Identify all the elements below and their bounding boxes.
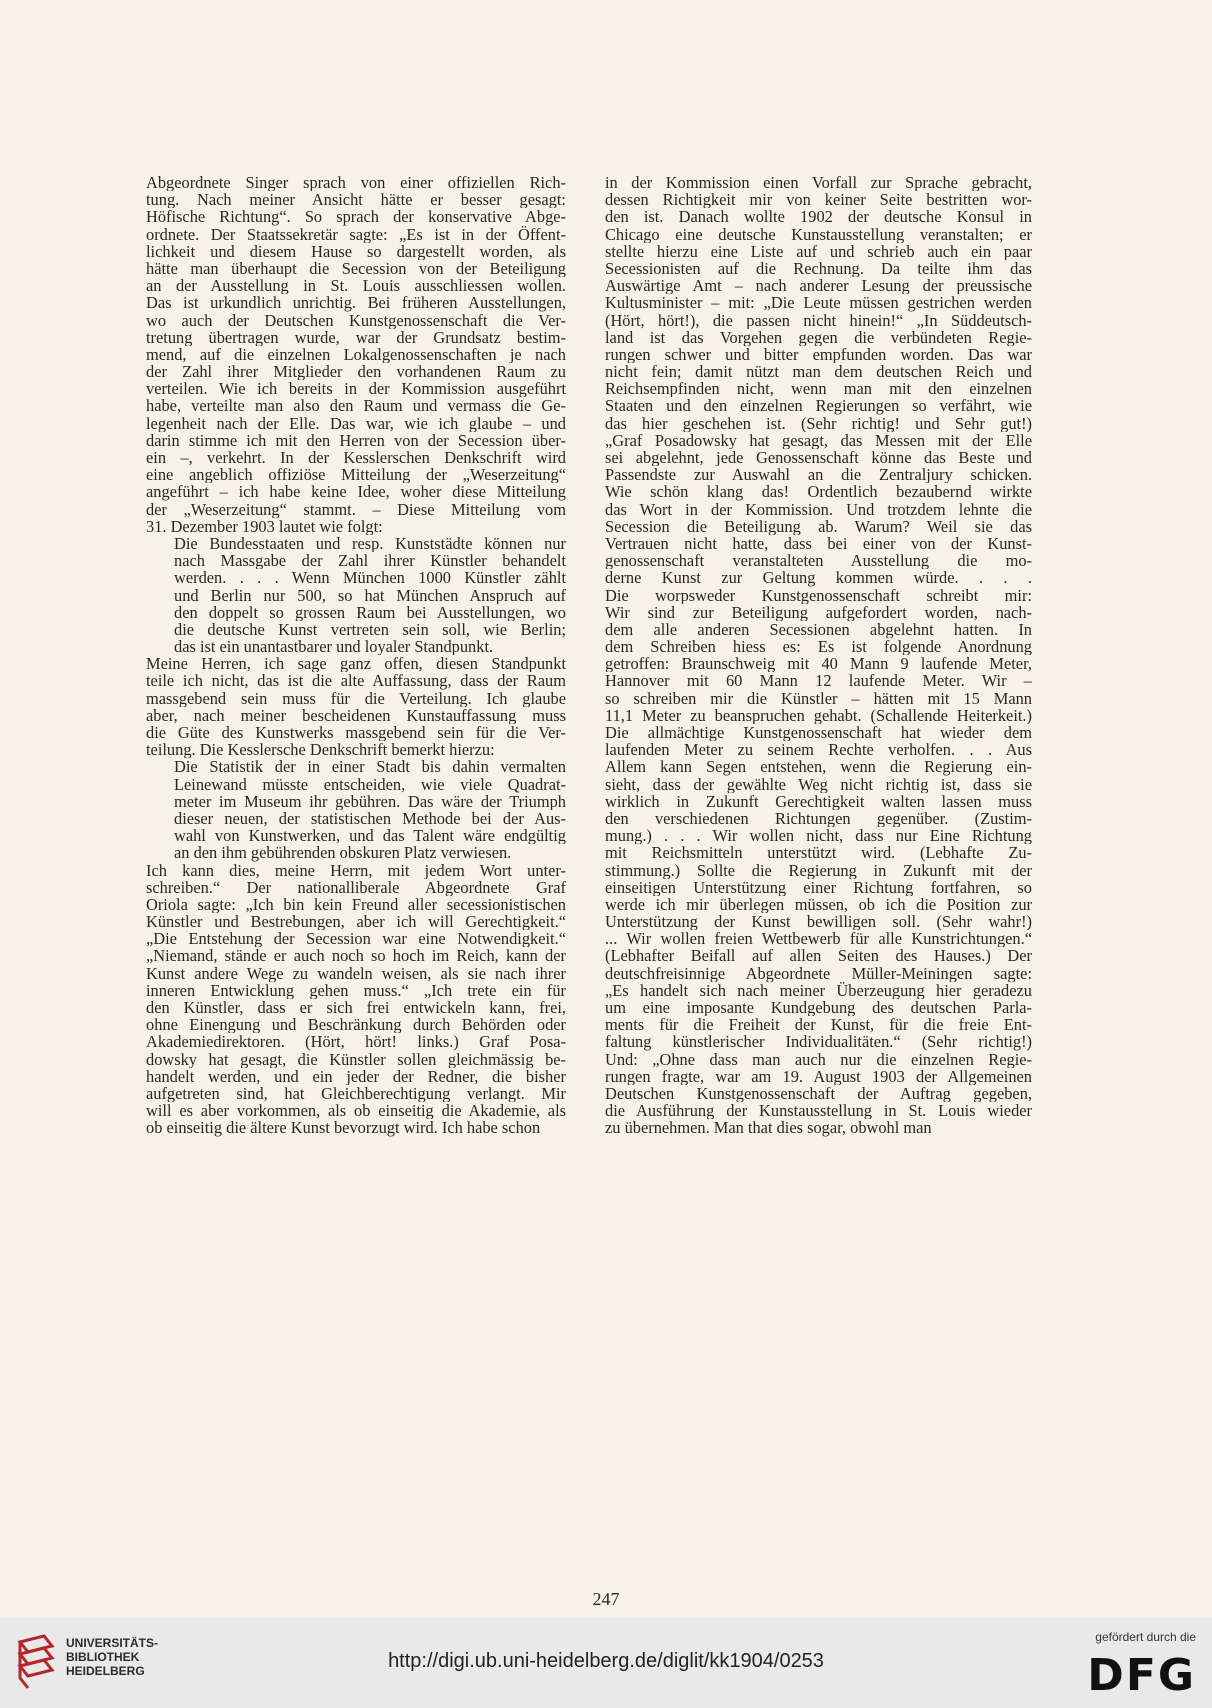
text-line: in der Kommission einen Vorfall zur Sprache gebracht, xyxy=(605,174,1032,192)
text-line: Oriola sagte: „Ich bin kein Freund aller secessionistischen xyxy=(146,895,566,914)
text-line: wo auch der Deutschen Kunstgenossenschaft die Ver- xyxy=(146,311,566,329)
text-line: Die allmächtige Kunstgenossenschaft hat wieder dem xyxy=(605,724,1032,742)
text-line: werde ich mir überlegen müssen, ob ich die Position zur xyxy=(605,895,1032,914)
text-line: hätte man überhaupt die Secession von der Beteiligung xyxy=(146,259,566,278)
text-line: an den ihm gebührenden obskuren Platz verwiesen. xyxy=(174,844,512,862)
text-line: Secessionisten auf die Rechnung. Da teilte ihm das xyxy=(605,259,1032,278)
text-line: lichkeit und diesem Hause so dargestellt worden, als xyxy=(146,242,566,260)
text-line: der „Weserzeitung“ stammt. – Diese Mitteilung vom xyxy=(146,500,566,518)
dfg-logo: DFG xyxy=(1087,1650,1196,1701)
text-line: genossenschaft veranstalteten Ausstellung die mo- xyxy=(605,552,1032,570)
text-line: (Lebhafter Beifall auf allen Seiten des Hauses.) Der xyxy=(605,947,1032,965)
text-line: aufgetreten sind, hat Gleichberechtigung verlangt. Mir xyxy=(146,1084,566,1103)
text-line: getroffen: Braunschweig mit 40 Mann 9 laufende Meter, xyxy=(605,655,1032,673)
text-line: dem alle anderen Secessionen abgelehnt hatten. In xyxy=(605,620,1032,639)
text-line: tretung übertragen wurde, war der Grundsatz bestim- xyxy=(146,328,566,346)
text-line: das hier geschehen ist. (Sehr richtig! und Sehr gut!) xyxy=(605,414,1032,432)
text-line: wahl von Kunstwerken, und das Talent wäre endgültig xyxy=(174,827,566,845)
text-line: und Berlin nur 500, so hat München Anspruch auf xyxy=(174,586,566,604)
text-line: um eine imposante Kundgebung des deutschen Parla- xyxy=(605,999,1032,1017)
text-line: tung. Nach meiner Ansicht hätte er besser gesagt: xyxy=(146,191,566,209)
text-line: ments für die Freiheit der Kunst, für die freie Ent- xyxy=(605,1016,1032,1034)
text-line: teile ich nicht, das ist die alte Auffassung, dass der Raum xyxy=(146,672,566,690)
text-line: 11,1 Meter zu beanspruchen gehabt. (Schallende Heiterkeit.) xyxy=(605,706,1032,724)
text-line: massgebend sein muss für die Verteilung. Ich glaube xyxy=(146,689,566,707)
text-line: Unterstützung der Kunst bewilligen soll. (Sehr wahr!) xyxy=(605,913,1032,931)
text-line: „Graf Posadowsky hat gesagt, das Messen mit der Elle xyxy=(605,431,1032,449)
text-line: eine angeblich offiziöse Mitteilung der „Weserzeitung“ xyxy=(146,466,566,484)
text-line: mit Reichsmitteln unterstützt wird. (Lebhafte Zu- xyxy=(605,844,1032,862)
text-line: Höfische Richtung“. So sprach der konservative Abge- xyxy=(146,208,566,226)
text-line: (Hört, hört!), die passen nicht hinein!“ „In Süddeutsch- xyxy=(605,311,1032,329)
text-line: legenheit nach der Elle. Das war, wie ich glaube – und xyxy=(146,414,566,432)
text-line: dieser neuen, der statistischen Methode bei der Aus- xyxy=(174,809,566,828)
text-line: so schreiben mir die Künstler – hätten mit 15 Mann xyxy=(605,689,1032,707)
text-line: rungen schwer und bitter empfunden worden. Das war xyxy=(605,345,1032,364)
text-line: Deutschen Kunstgenossenschaft der Auftrag gegeben, xyxy=(605,1084,1032,1103)
text-line: Wie schön klang das! Ordentlich bezaubernd wirkte xyxy=(605,483,1032,501)
text-line: Abgeordnete Singer sprach von einer offiziellen Rich- xyxy=(146,174,566,192)
text-line: dem Schreiben hiess es: Es ist folgende Anordnung xyxy=(605,638,1032,656)
text-line: den doppelt so grossen Raum bei Ausstellungen, wo xyxy=(174,603,566,621)
text-line: derne Kunst zur Geltung kommen würde. . . . xyxy=(605,569,1032,587)
library-name-line-2: BIBLIOTHEK xyxy=(66,1650,140,1664)
text-line: werden. . . . Wenn München 1000 Künstler zählt xyxy=(174,569,566,587)
text-line: laufenden Meter zu seinem Rechte verholfen. . . Aus xyxy=(605,741,1032,759)
text-line: Das ist urkundlich unrichtig. Bei früheren Ausstellungen, xyxy=(146,294,566,312)
text-line: sei abgelehnt, jede Genossenschaft könne das Beste und xyxy=(605,449,1032,467)
text-line: Meine Herren, ich sage ganz offen, diesen Standpunkt xyxy=(146,655,566,673)
text-line: angeführt – ich habe keine Idee, woher diese Mitteilung xyxy=(146,483,566,501)
left-text-column xyxy=(146,174,566,1137)
text-line: den Künstler, dass er sich frei entwickeln kann, frei, xyxy=(146,999,566,1017)
text-line: deutschfreisinnige Abgeordnete Müller-Meiningen sagte: xyxy=(605,964,1032,982)
text-line: Die Bundesstaaten und resp. Kunststädte können nur xyxy=(174,534,566,553)
text-line: ein –, verkehrt. In der Kesslerschen Denkschrift wird xyxy=(146,449,566,467)
text-line: rungen fragte, war am 19. August 1903 der Allgemeinen xyxy=(605,1067,1032,1085)
page-number: 247 xyxy=(592,1589,620,1609)
text-line: dowsky hat gesagt, die Künstler sollen gleichmässig be- xyxy=(146,1050,566,1068)
text-line: verteilen. Wie ich bereits in der Kommission ausgeführt xyxy=(146,380,566,398)
text-line: land ist das Vorgehen gegen die verbündeten Regie- xyxy=(605,328,1032,346)
text-line: nicht fein; damit nützt man dem deutschen Reich und xyxy=(605,363,1032,381)
text-line: ordnete. Der Staatssekretär sagte: „Es ist in der Öffent- xyxy=(146,225,566,243)
text-line: stimmung.) Sollte die Regierung in Zukunft mit der xyxy=(605,861,1032,879)
text-line: Staaten und den einzelnen Regierungen so verfährt, wie xyxy=(605,397,1032,415)
text-line: sieht, dass der gewählte Weg nicht richtig ist, dass sie xyxy=(605,775,1032,793)
text-line: schreiben.“ Der nationalliberale Abgeordnete Graf xyxy=(146,878,566,896)
text-line: an der Ausstellung in St. Louis ausschliessen wollen. xyxy=(146,277,566,295)
text-line: das Wort in der Kommission. Und trotzdem lehnte die xyxy=(605,500,1032,518)
text-line: 31. Dezember 1903 lautet wie folgt: xyxy=(146,517,383,535)
text-line: Kunst andere Wege zu wandeln weisen, als sie nach ihrer xyxy=(146,964,566,982)
text-line: Und: „Ohne dass man auch nur die einzelnen Regie- xyxy=(605,1050,1032,1068)
text-line: wirklich in Zukunft Gerechtigkeit walten lassen muss xyxy=(605,792,1032,810)
text-line: Chicago eine deutsche Kunstausstellung veranstalten; er xyxy=(605,225,1032,243)
text-line: Die Statistik der in einer Stadt bis dahin vermalten xyxy=(174,758,566,776)
text-line: Reichsempfinden nicht, wenn man mit den einzelnen xyxy=(605,380,1032,398)
text-line: Vertrauen nicht hatte, dass bei einer von der Kunst- xyxy=(605,534,1032,553)
text-line: faltung künstlerischer Individualitäten.“ (Sehr richtig!) xyxy=(605,1033,1032,1051)
text-line: ... Wir wollen freien Wettbewerb für alle Kunstrichtungen.“ xyxy=(605,930,1032,948)
text-line: ob einseitig die ältere Kunst bevorzugt wird. Ich habe schon xyxy=(146,1119,541,1137)
text-line: inneren Entwicklung gehen muss.“ „Ich trete ein für xyxy=(146,981,566,999)
text-line: „Die Entstehung der Secession war eine Notwendigkeit.“ xyxy=(146,930,566,948)
text-line: darin stimme ich mit den Herren von der Secession über- xyxy=(146,431,566,449)
text-line: meter im Museum ihr gebühren. Das wäre der Triumph xyxy=(174,792,566,810)
text-line: ohne Einengung und Beschränkung durch Behörden oder xyxy=(146,1016,566,1034)
text-line: Akademiedirektoren. (Hört, hört! links.) Graf Posa- xyxy=(146,1033,566,1051)
text-line: die deutsche Kunst vertreten sein soll, wie Berlin; xyxy=(174,620,566,639)
text-line: teilung. Die Kesslersche Denkschrift bemerkt hierzu: xyxy=(146,741,495,759)
text-line: stellte hierzu eine Liste auf und schrieb auch ein paar xyxy=(605,242,1032,260)
text-line: mend, auf die einzelnen Lokalgenossenschaften je nach xyxy=(146,345,566,364)
text-line: Künstler und Bestrebungen, aber ich will Gerechtigkeit.“ xyxy=(146,913,566,931)
footer-bar xyxy=(0,1618,1212,1708)
text-line: Allem kann Segen entstehen, wenn die Regierung ein- xyxy=(605,758,1032,776)
text-line: aber, nach meiner bescheidenen Kunstauffassung muss xyxy=(146,706,566,724)
text-line: den ist. Danach wollte 1902 der deutsche Konsul in xyxy=(605,208,1032,226)
text-line: Auswärtige Amt – nach anderer Lesung der preussische xyxy=(605,277,1032,295)
text-line: „Niemand, stände er auch noch so hoch im Reich, kann der xyxy=(146,947,566,965)
text-line: zu übernehmen. Man that dies sogar, obwohl man xyxy=(605,1119,932,1137)
permalink-url[interactable]: http://digi.ub.uni-heidelberg.de/diglit/kk1904/0253 xyxy=(388,1650,824,1672)
text-line: Die worpsweder Kunstgenossenschaft schreibt mir: xyxy=(605,586,1032,604)
text-line: das ist ein unantastbarer und loyaler Standpunkt. xyxy=(174,638,494,656)
text-line: mung.) . . . Wir wollen nicht, dass nur Eine Richtung xyxy=(605,827,1032,845)
text-line: die Güte des Kunstwerks massgebend sein für die Ver- xyxy=(146,724,566,742)
text-line: Leinewand müsste entscheiden, wie viele Quadrat- xyxy=(174,775,566,793)
text-line: handelt werden, und ein jeder der Redner, die bisher xyxy=(146,1067,566,1085)
library-name-line-1: UNIVERSITÄTS- xyxy=(66,1636,159,1650)
text-line: einseitigen Unterstützung einer Richtung fortfahren, so xyxy=(605,878,1032,896)
library-name-line-3: HEIDELBERG xyxy=(66,1664,145,1678)
text-line: Secession die Beteiligung ab. Warum? Weil sie das xyxy=(605,517,1032,535)
text-line: Ich kann dies, meine Herrn, mit jedem Wort unter- xyxy=(146,861,566,879)
text-line: dessen Richtigkeit mir von keiner Seite bestritten wor- xyxy=(605,191,1032,209)
text-line: Passendste zur Auswahl an die Zentraljury schicken. xyxy=(605,466,1032,484)
text-line: Kultusminister – mit: „Die Leute müssen gestrichen werden xyxy=(605,294,1032,312)
text-line: der Zahl ihrer Mitglieder den vorhandenen Raum zu xyxy=(146,363,566,381)
text-line: den verschiedenen Richtungen gegenüber. (Zustim- xyxy=(605,809,1032,828)
text-line: „Es handelt sich nach meiner Überzeugung hier geradezu xyxy=(605,981,1032,999)
text-line: habe, verteilte man also den Raum und vermass die Ge- xyxy=(146,397,566,415)
right-text-column xyxy=(605,174,1032,1137)
text-line: Wir sind zur Beteiligung aufgefordert worden, nach- xyxy=(605,603,1032,621)
text-line: die Ausführung der Kunstausstellung in St. Louis wieder xyxy=(605,1102,1032,1120)
text-line: will es aber vorkommen, als ob einseitig die Akademie, als xyxy=(146,1102,566,1120)
funding-note: gefördert durch die xyxy=(1095,1630,1196,1644)
text-line: Hannover mit 60 Mann 12 laufende Meter. Wir – xyxy=(605,672,1032,690)
text-line: nach Massgabe der Zahl ihrer Künstler behandelt xyxy=(174,552,566,570)
